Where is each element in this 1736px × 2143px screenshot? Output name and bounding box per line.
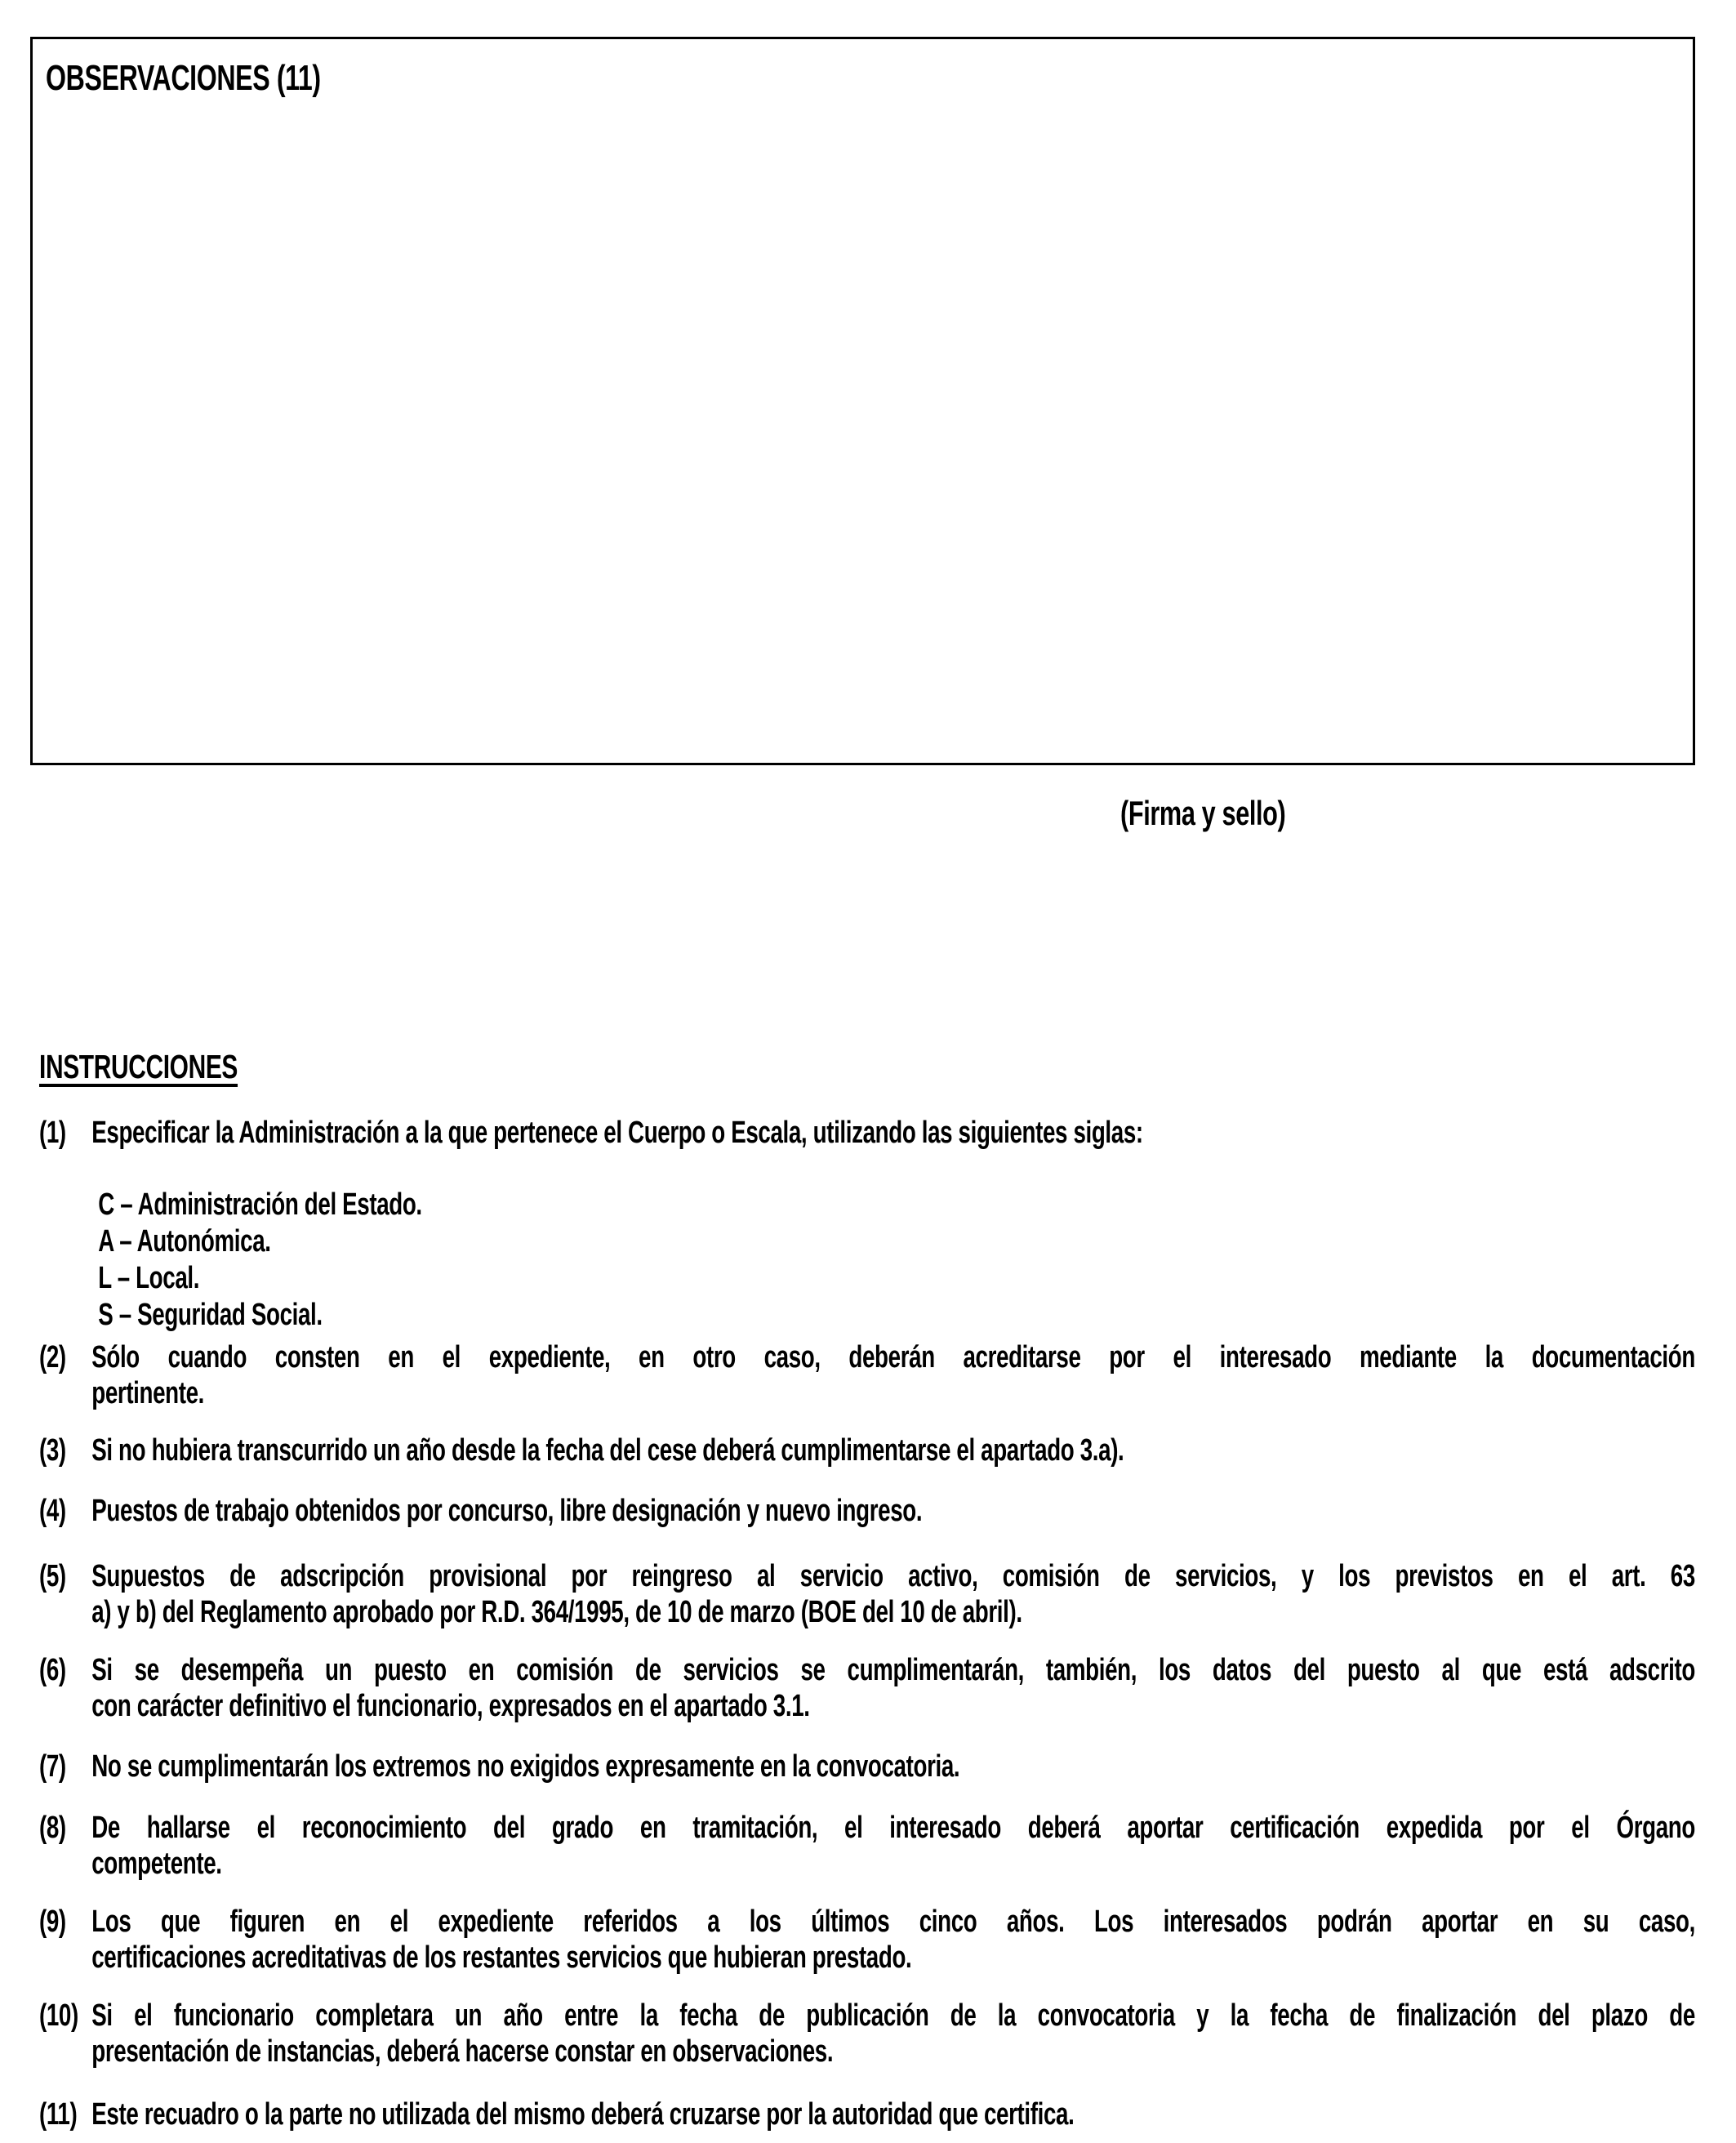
instruction-item-5 [39, 1558, 1695, 1630]
instruction-item-2 [39, 1339, 1695, 1411]
item-line: presentación de instancias, deberá hacerse constar en observaciones. [91, 2034, 834, 2069]
item-line: De hallarse el reconocimiento del grado en tramitación, el interesado deberá aportar certificación expedida por el Órgano [91, 1811, 1695, 1845]
instruction-item-3 [39, 1432, 1695, 1468]
item-number: (8) [39, 1811, 66, 1845]
item-line: Si el funcionario completara un año entre la fecha de publicación de la convocatoria y la fecha de finalización del plazo de [91, 1998, 1695, 2033]
item-line: Los que figuren en el expediente referidos a los últimos cinco años. Los interesados podrán aportar en su caso, [91, 1905, 1695, 1939]
instructions-heading: INSTRUCCIONES [39, 1048, 238, 1085]
item-line: con carácter definitivo el funcionario, expresados en el apartado 3.1. [91, 1689, 810, 1723]
observations-box [30, 37, 1695, 765]
item-number: (4) [39, 1494, 66, 1528]
item-line: No se cumplimentarán los extremos no exigidos expresamente en la convocatoria. [91, 1749, 960, 1784]
item-number: (9) [39, 1905, 66, 1939]
sigla-line: C – Administración del Estado. [98, 1187, 422, 1222]
instruction-item-7 [39, 1749, 1695, 1784]
item-line: Especificar la Administración a la que pertenece el Cuerpo o Escala, utilizando las siguientes siglas: [91, 1116, 1143, 1150]
item-line: competente. [91, 1847, 222, 1881]
instructions-section [39, 1048, 1695, 2143]
instruction-item-11 [39, 2096, 1695, 2132]
item-line: Supuestos de adscripción provisional por reingreso al servicio activo, comisión de servicios, y los previstos en el art. 63 [91, 1559, 1695, 1593]
item-line: Este recuadro o la parte no utilizada del mismo deberá cruzarse por la autoridad que certifica. [91, 2097, 1075, 2132]
item-line: Sólo cuando consten en el expediente, en otro caso, deberán acreditarse por el interesado mediante la documentación [91, 1340, 1695, 1374]
item-line: Puestos de trabajo obtenidos por concurso, libre designación y nuevo ingreso. [91, 1494, 923, 1528]
sigla-line: L – Local. [98, 1261, 200, 1295]
instruction-item-8 [39, 1810, 1695, 1882]
item-number: (7) [39, 1749, 66, 1784]
signature-label: (Firma y sello) [1120, 794, 1286, 832]
item-line: Si se desempeña un puesto en comisión de servicios se cumplimentarán, también, los datos del puesto al que está adscrito [91, 1653, 1695, 1687]
instruction-item-1 [39, 1115, 1695, 1334]
item-number: (6) [39, 1653, 66, 1687]
signature-area [1120, 794, 1285, 833]
item-line: certificaciones acreditativas de los restantes servicios que hubieran prestado. [91, 1940, 912, 1975]
item-line: a) y b) del Reglamento aprobado por R.D. 364/1995, de 10 de marzo (BOE del 10 de abril). [91, 1595, 1022, 1629]
instruction-item-4 [39, 1493, 1695, 1529]
item-number: (1) [39, 1116, 66, 1150]
item-number: (2) [39, 1340, 66, 1374]
instruction-item-10 [39, 1998, 1695, 2069]
item-line: pertinente. [91, 1376, 205, 1410]
item-line: Si no hubiera transcurrido un año desde la fecha del cese deberá cumplimentarse el apartado 3.a). [91, 1433, 1124, 1468]
instruction-item-6 [39, 1652, 1695, 1724]
item-number: (11) [39, 2097, 78, 2132]
item-number: (3) [39, 1433, 66, 1468]
item-number: (10) [39, 1998, 78, 2033]
sigla-line: A – Autonómica. [98, 1224, 271, 1259]
instruction-item-9 [39, 1904, 1695, 1976]
sigla-line: S – Seguridad Social. [98, 1298, 323, 1332]
observations-box-title: OBSERVACIONES (11) [46, 58, 321, 98]
siglas-sublist [98, 1187, 1695, 1334]
item-number: (5) [39, 1559, 66, 1593]
observations-box-title-wrap [46, 58, 321, 99]
